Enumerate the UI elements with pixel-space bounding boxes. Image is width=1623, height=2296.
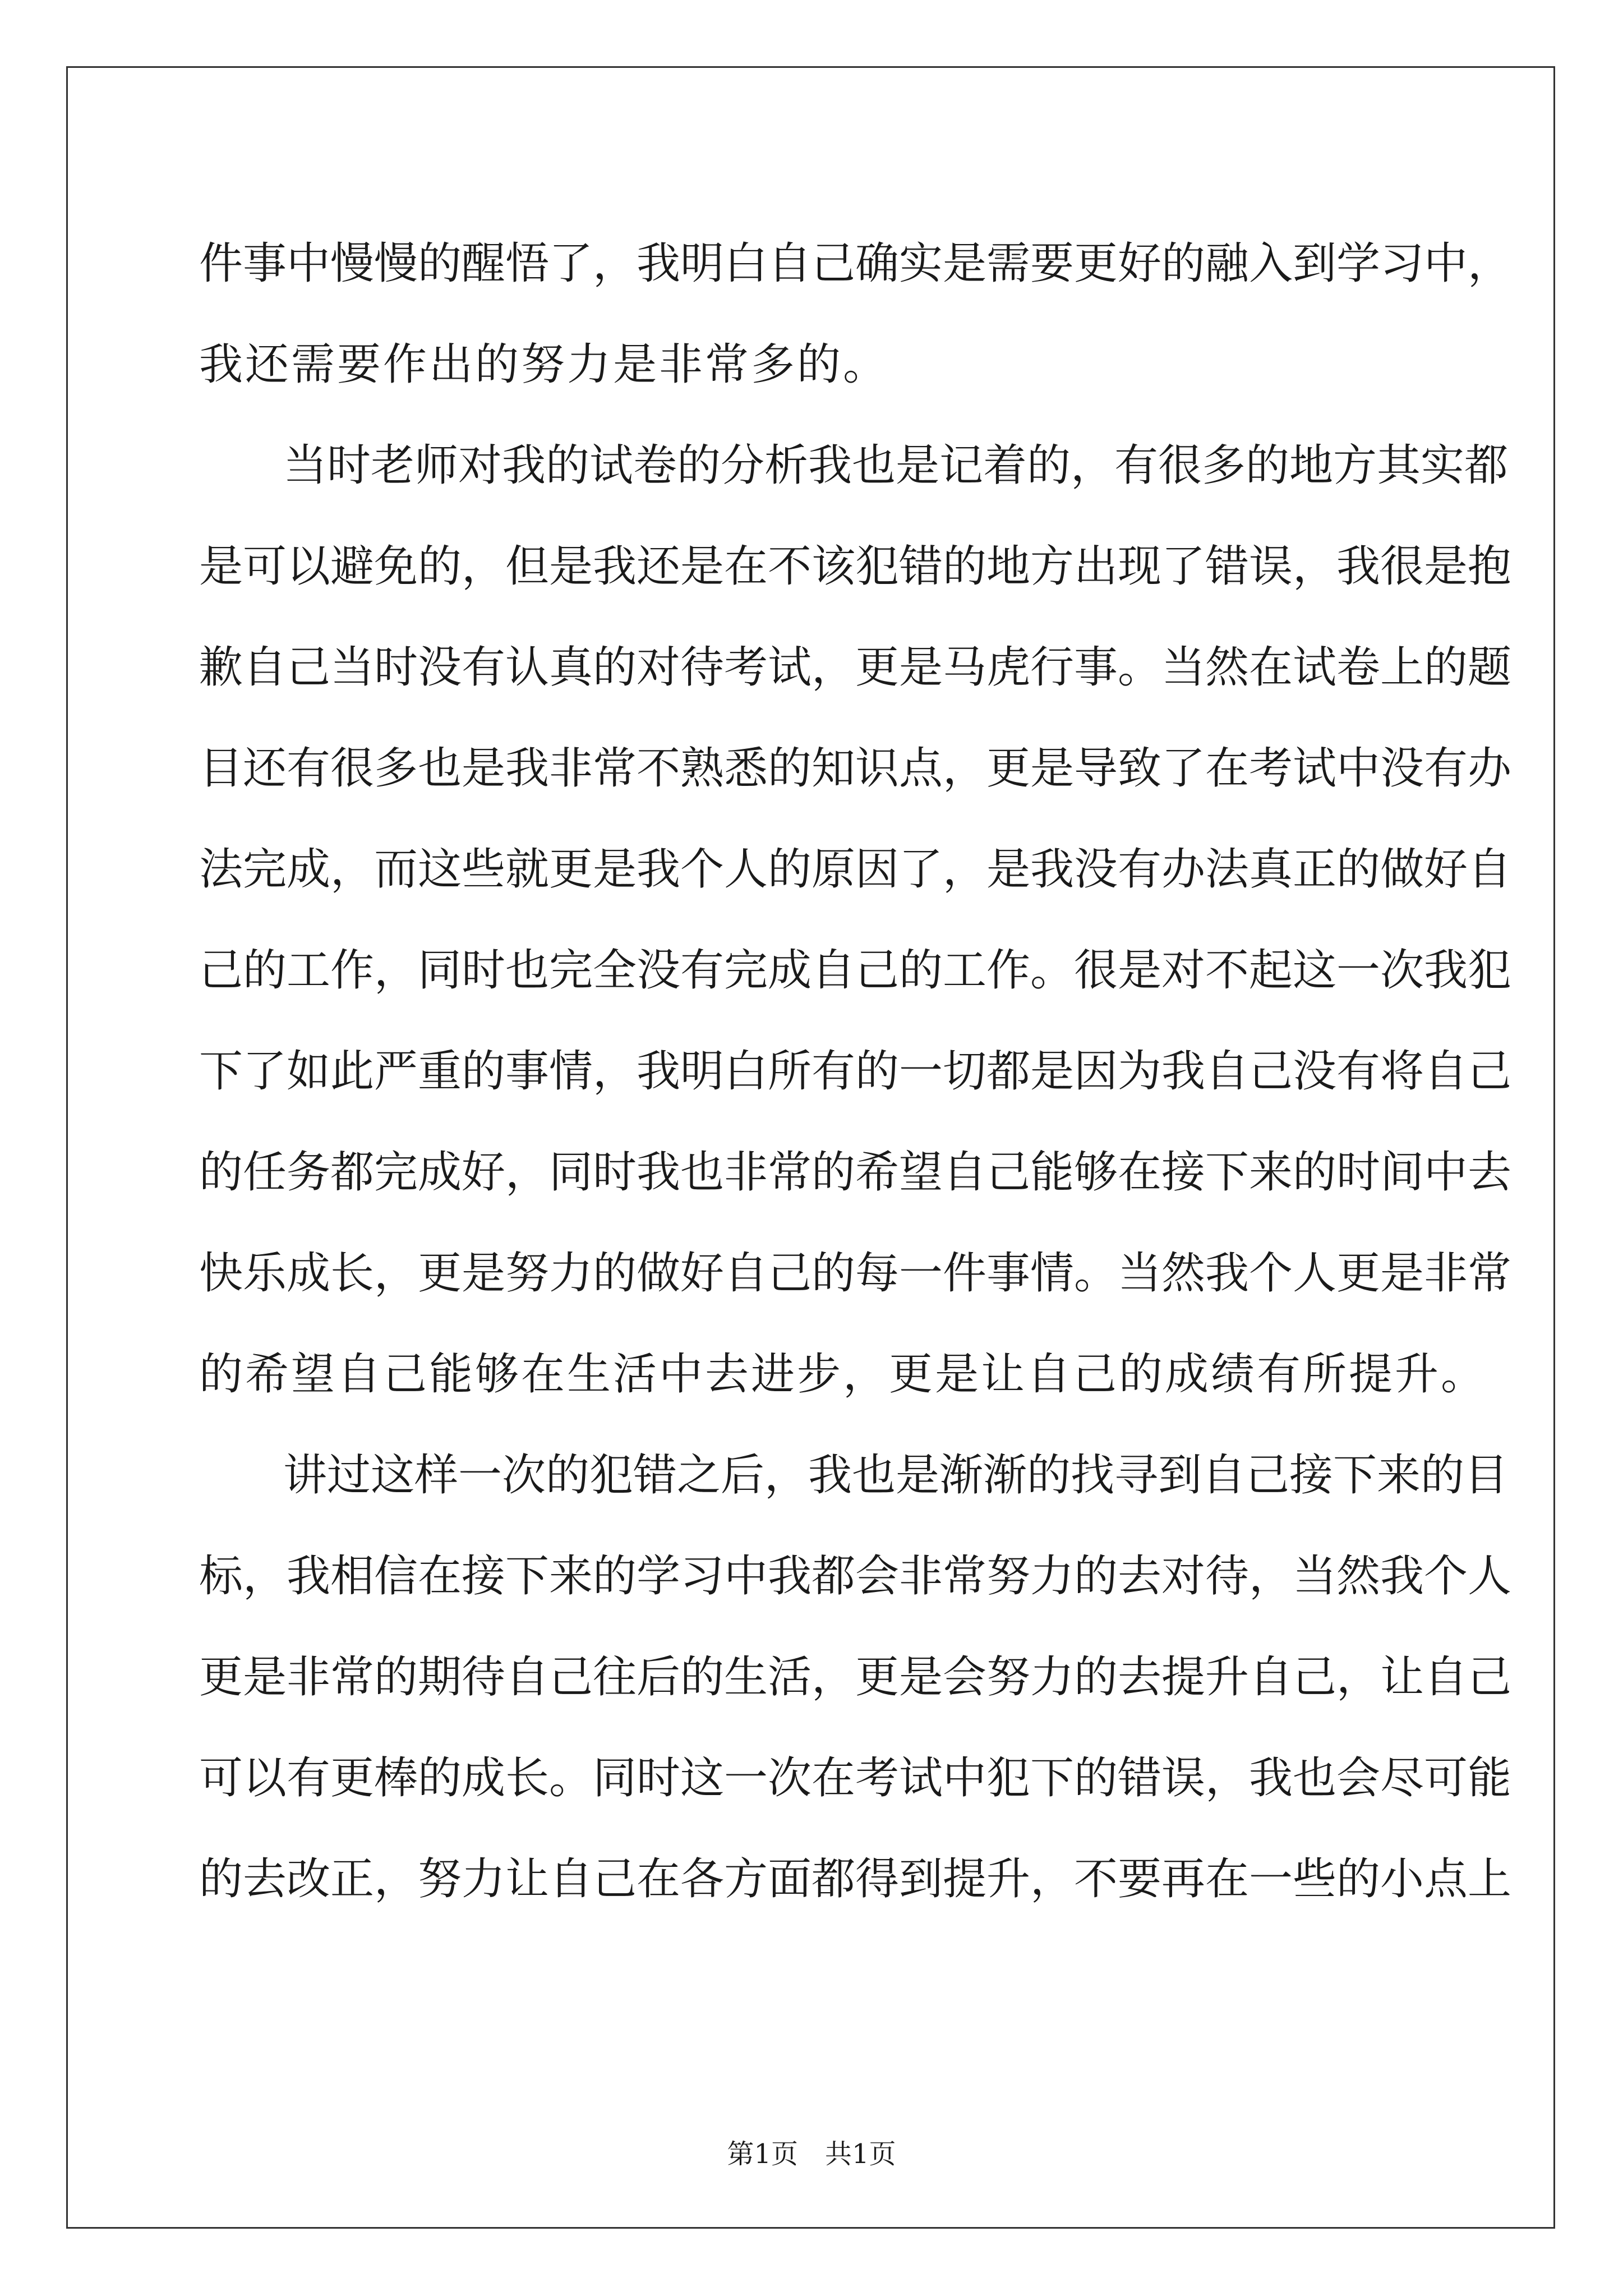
page-number-total: 共1页	[825, 2138, 896, 2170]
text-line: 快乐成长，更是努力的做好自己的每一件事情。当然我个人更是非常	[199, 1248, 1512, 1299]
text-line: 可以有更棒的成长。同时这一次在考试中犯下的错误，我也会尽可能	[199, 1753, 1512, 1803]
text-line: 法完成，而这些就更是我个人的原因了，是我没有办法真正的做好自	[199, 844, 1512, 895]
text-line: 歉自己当时没有认真的对待考试，更是马虎行事。当然在试卷上的题	[199, 642, 1512, 693]
text-line: 目还有很多也是我非常不熟悉的知识点，更是导致了在考试中没有办	[199, 743, 1512, 794]
text-line: 当时老师对我的试卷的分析我也是记着的，有很多的地方其实都	[283, 440, 1509, 491]
document-body	[199, 213, 1512, 1930]
text-line: 讲过这样一次的犯错之后，我也是渐渐的找寻到自己接下来的目	[283, 1450, 1509, 1501]
text-line: 件事中慢慢的醒悟了，我明白自己确实是需要更好的融入到学习中，	[199, 238, 1512, 289]
page-number-current: 第1页	[727, 2138, 798, 2170]
text-line: 的任务都完成好，同时我也非常的希望自己能够在接下来的时间中去	[199, 1147, 1512, 1198]
text-line: 的希望自己能够在生活中去进步，更是让自己的成绩有所提升。	[199, 1349, 1487, 1400]
text-line: 下了如此严重的事情，我明白所有的一切都是因为我自己没有将自己	[199, 1046, 1512, 1097]
text-line: 更是非常的期待自己往后的生活，更是会努力的去提升自己，让自己	[199, 1652, 1512, 1703]
text-line: 我还需要作出的努力是非常多的。	[199, 339, 889, 390]
text-line: 标，我相信在接下来的学习中我都会非常努力的去对待，当然我个人	[199, 1551, 1512, 1602]
text-line: 是可以避免的，但是我还是在不该犯错的地方出现了错误，我很是抱	[199, 541, 1512, 592]
page-footer	[0, 2137, 1623, 2171]
text-line: 的去改正，努力让自己在各方面都得到提升，不要再在一些的小点上	[199, 1854, 1512, 1904]
text-line: 己的工作，同时也完全没有完成自己的工作。很是对不起这一次我犯	[199, 945, 1512, 996]
